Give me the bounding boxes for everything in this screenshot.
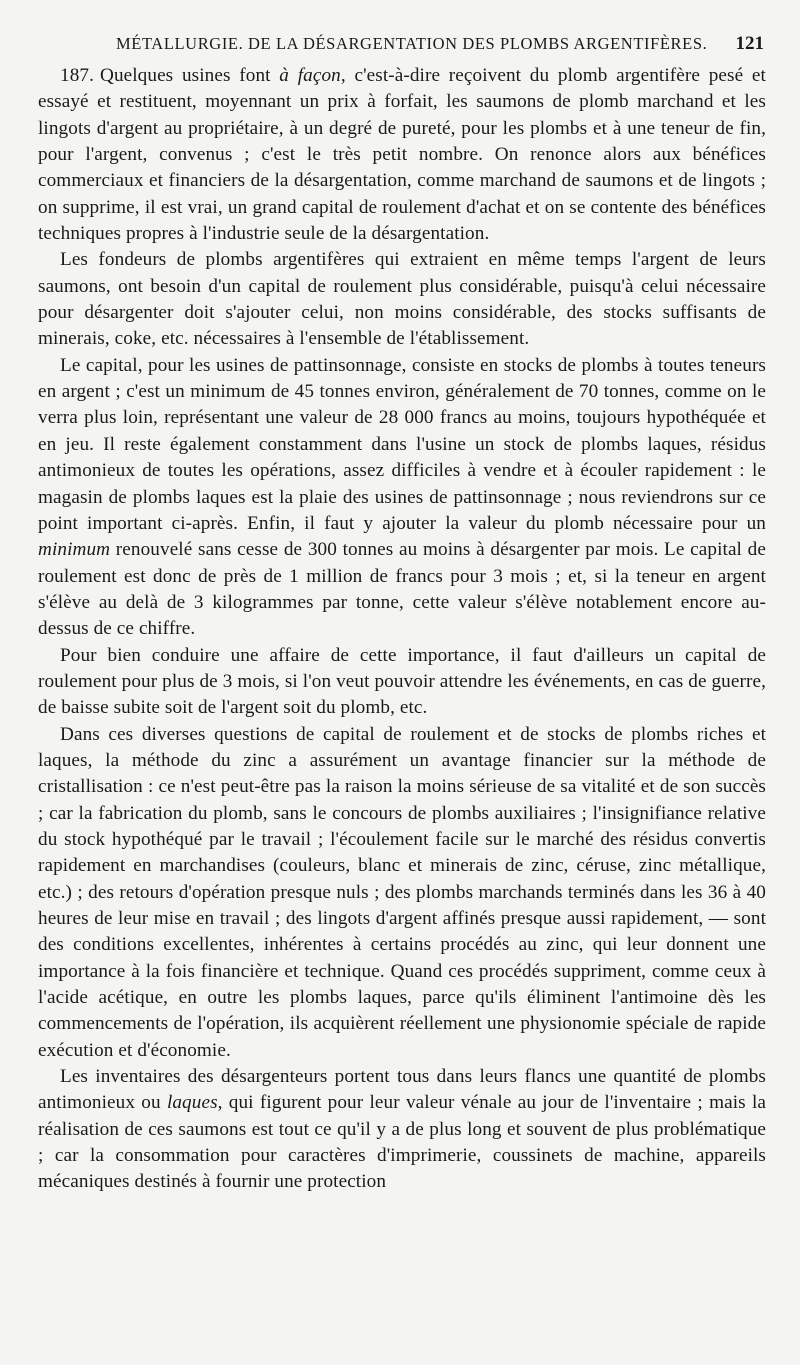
paragraph-text: Le capital, pour les usines de pattinsonnage, consiste en stocks de plombs à toutes teneurs en argent ; c'est un minimum de 45 tonnes environ, généralement de 70 tonnes, comme on le verra plus loin, représentant une valeur de 28 000 francs au moins, toujours hypothéquée et en jeu. Il reste également constamment dans l'usine un stock de plombs laques, résidus antimonieux de toutes les opérations, assez difficiles à vendre et à écouler rapidement : le magasin de plombs laques est la plaie des usines de pattinsonnage ; nous reviendrons sur ce point important ci-après. Enfin, il faut y ajouter la valeur du plomb nécessaire pour un minimum renouvelé sans cesse de 300 tonnes au moins à désargenter par mois. Le capital de roulement est donc de près de 1 million de francs pour 3 mois ; et, si la teneur en argent s'élève au delà de 3 kilogrammes par tonne, cette valeur s'élève notablement encore au-dessus de ce chiffre. xyxy=(38,354,766,640)
body-text xyxy=(38,63,766,1196)
italic-text: à façon xyxy=(279,65,341,86)
page-number: 121 xyxy=(735,33,764,54)
paragraph xyxy=(38,1064,766,1196)
running-title: MÉTALLURGIE. DE LA DÉSARGENTATION DES PLOMBS ARGENTIFÈRES. xyxy=(116,34,708,53)
paragraph xyxy=(38,353,766,643)
italic-text: minimum xyxy=(38,539,111,561)
paragraph xyxy=(38,63,766,247)
paragraph xyxy=(38,247,766,352)
paragraph-text: Dans ces diverses questions de capital de roulement et de stocks de plombs riches et laques, la méthode du zinc a assurément un avantage financier sur la méthode de cristallisation : ce n'est peut-être pas la raison la moins sérieuse de sa vitalité et de son succès ; car la fabrication du plomb, sans le concours de plombs auxiliaires ; l'insignifiance relative du stock hypothéqué par le travail ; l'écoulement facile sur le marché des résidus convertis rapidement en marchandises (couleurs, blanc et minerais de zinc, céruse, zinc métallique, etc.) ; des retours d'opération presque nuls ; des plombs marchands terminés dans les 36 à 40 heures de leur mise en travail ; des lingots d'argent affinés presque aussi rapidement, — sont des conditions excellentes, inhérentes à certains procédés au zinc, qui leur donnent une importance à la fois financière et technique. Quand ces procédés suppriment, comme ceux à l'acide acétique, en outre les plombs laques, parce qu'ils éliminent l'antimoine dès les commencements de l'opération, ils acquièrent réellement une physionomie spéciale de rapide exécution et d'économie. xyxy=(38,723,766,1061)
paragraph-text: Quelques usines font à façon, c'est-à-dire reçoivent du plomb argentifère pesé et essayé et restituent, moyennant un prix à forfait, les saumons de plomb marchand et les lingots d'argent au propriétaire, à un degré de pureté, pour les plombs et à une teneur de fin, pour l'argent, convenus ; c'est le très petit nombre. On renonce alors aux bénéfices commerciaux et financiers de la désargentation, comme marchand de saumons et de lingots ; on supprime, il est vrai, un grand capital de roulement d'achat et on se contente des bénéfices techniques propres à l'industrie seule de la désargentation. xyxy=(38,65,766,245)
paragraph xyxy=(38,643,766,722)
page-header xyxy=(38,33,766,63)
italic-text: laques xyxy=(166,1092,218,1114)
paragraph-text: Les fondeurs de plombs argentifères qui extraient en même temps l'argent de leurs saumons, ont besoin d'un capital de roulement plus considérable, puisqu'à celui nécessaire pour désargenter doit s'ajouter celui, non moins considérable, des stocks suffisants de minerais, coke, etc. nécessaires à l'ensemble de l'établissement. xyxy=(38,249,766,350)
paragraph xyxy=(38,722,766,1064)
paragraph-text: Les inventaires des désargenteurs portent tous dans leurs flancs une quantité de plombs antimonieux ou laques, qui figurent pour leur valeur vénale au jour de l'inventaire ; mais la réalisation de ces saumons est tout ce qu'il y a de plus long et souvent de plus problématique ; car la consommation pour caractères d'imprimerie, coussinets de machine, appareils mécaniques destinés à fournir une protection xyxy=(38,1066,767,1193)
paragraph-text: Pour bien conduire une affaire de cette importance, il faut d'ailleurs un capital de roulement pour plus de 3 mois, si l'on veut pouvoir attendre les événements, en cas de guerre, de baisse subite soit de l'argent soit du plomb, etc. xyxy=(38,644,766,719)
section-number: 187. xyxy=(60,65,94,86)
